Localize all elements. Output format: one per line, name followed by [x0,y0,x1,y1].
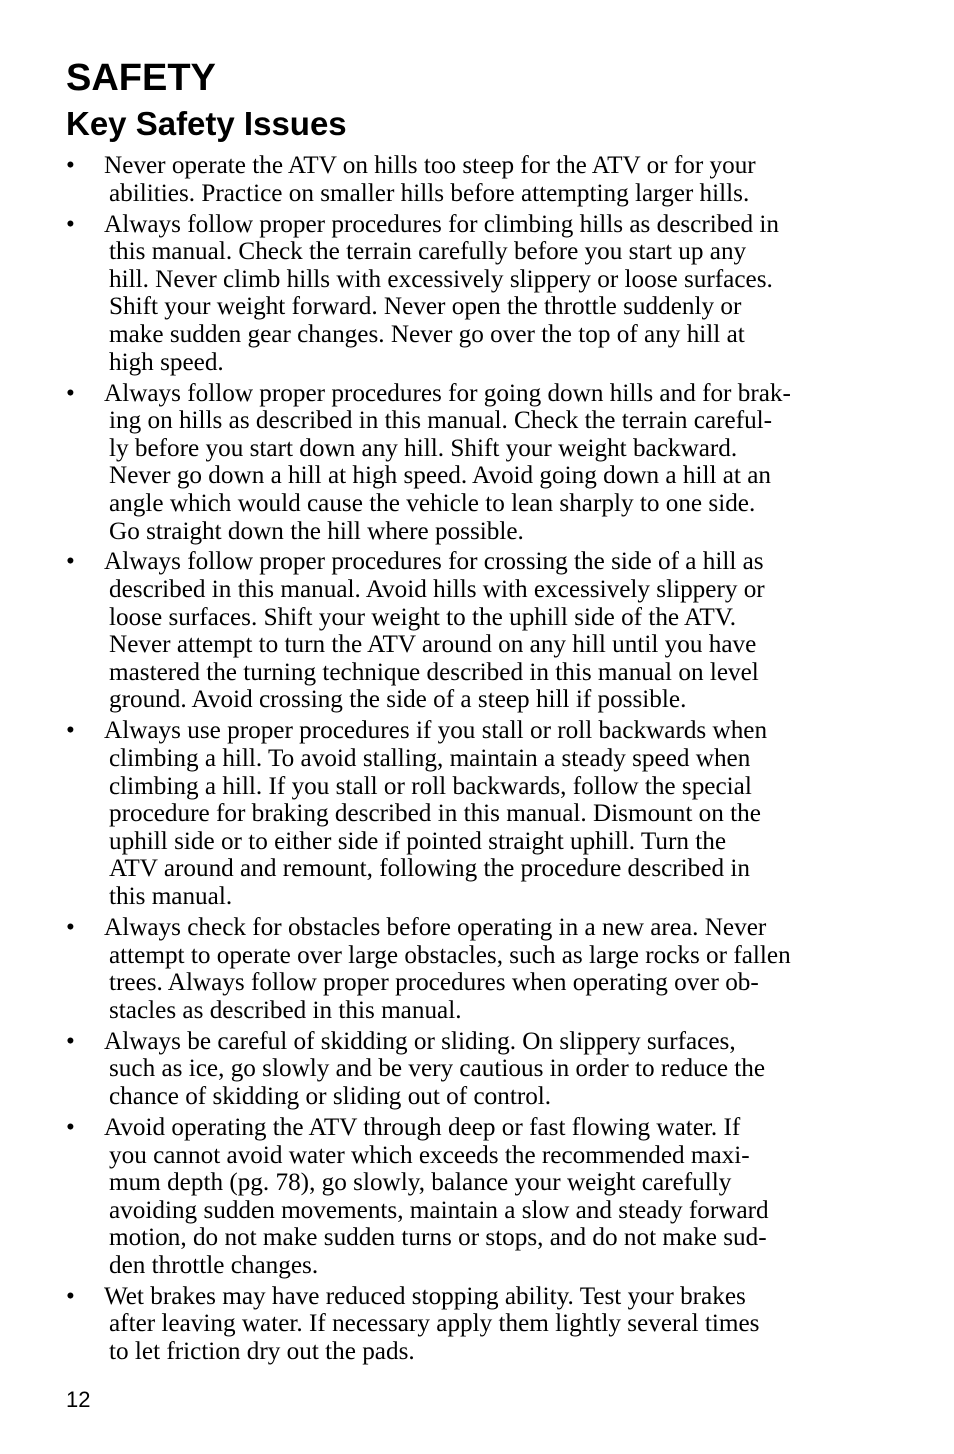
bullet-icon: • [66,379,75,407]
text-line: climbing a hill. If you stall or roll backwards, follow the special [109,772,752,800]
text-line: hill. Never climb hills with excessively slippery or loose surfaces. [109,265,773,293]
text-line: ing on hills as described in this manual. Check the terrain careful- [109,407,773,435]
list-item [66,914,886,1024]
bullet-text [104,1114,886,1280]
text-line: you cannot avoid water which exceeds the recommended maxi- [109,1141,750,1169]
text-line: described in this manual. Avoid hills with excessively slippery or [109,576,765,604]
list-item [66,548,886,714]
safety-bullet-list [66,152,886,1369]
bullet-text [104,152,886,207]
text-line: Go straight down the hill where possible. [109,517,524,545]
text-line: ly before you start down any hill. Shift your weight backward. [109,434,738,462]
bullet-icon: • [66,1113,75,1141]
bullet-text [104,1283,886,1366]
text-line: Never go down a hill at high speed. Avoid going down a hill at an [109,462,771,490]
text-line: stacles as described in this manual. [109,996,462,1024]
text-line: mastered the turning technique described in this manual on level [109,658,759,686]
text-line: Never operate the ATV on hills too steep for the ATV or for your [104,152,756,179]
text-line: Always follow proper procedures for climbing hills as described in [104,210,779,238]
text-line: loose surfaces. Shift your weight to the uphill side of the ATV. [109,603,737,631]
text-line: make sudden gear changes. Never go over the top of any hill at [109,320,745,348]
text-line: uphill side or to either side if pointed straight uphill. Turn the [109,827,727,855]
text-line: angle which would cause the vehicle to lean sharply to one side. [109,489,756,517]
text-line: Always follow proper procedures for crossing the side of a hill as [104,548,764,576]
text-line: abilities. Practice on smaller hills before attempting larger hills. [109,179,750,207]
bullet-icon: • [66,913,75,941]
bullet-text [104,717,886,910]
text-line: attempt to operate over large obstacles, such as large rocks or fallen [109,941,791,969]
text-line: mum depth (pg. 78), go slowly, balance your weight carefully [109,1169,732,1197]
text-line: den throttle changes. [109,1251,319,1279]
bullet-icon: • [66,717,75,745]
text-line: to let friction dry out the pads. [109,1338,415,1366]
text-line: Never attempt to turn the ATV around on any hill until you have [109,631,757,659]
text-line: Wet brakes may have reduced stopping ability. Test your brakes [104,1282,746,1310]
text-line: Always check for obstacles before operating in a new area. Never [104,913,767,941]
text-line: Always follow proper procedures for going down hills and for brak- [104,379,791,407]
bullet-icon: • [66,152,75,179]
bullet-text [104,380,886,546]
text-line: Avoid operating the ATV through deep or fast flowing water. If [104,1113,741,1141]
list-item [66,717,886,910]
bullet-text [104,211,886,377]
bullet-text [104,914,886,1024]
text-line: avoiding sudden movements, maintain a slow and steady forward [109,1196,769,1224]
list-item [66,1114,886,1280]
list-item [66,152,886,207]
text-line: chance of skidding or sliding out of control. [109,1082,552,1110]
text-line: ground. Avoid crossing the side of a steep hill if possible. [109,686,687,714]
bullet-icon: • [66,1027,75,1055]
text-line: Shift your weight forward. Never open the throttle suddenly or [109,293,742,321]
list-item [66,380,886,546]
bullet-icon: • [66,548,75,576]
page-title: SAFETY [66,57,216,99]
text-line: motion, do not make sudden turns or stops, and do not make sud- [109,1224,767,1252]
text-line: high speed. [109,348,224,376]
bullet-text [104,1028,886,1111]
list-item [66,1028,886,1111]
text-line: such as ice, go slowly and be very cautious in order to reduce the [109,1055,766,1083]
bullet-icon: • [66,1282,75,1310]
text-line: trees. Always follow proper procedures when operating over ob- [109,969,759,997]
text-line: this manual. Check the terrain carefully before you start up any [109,238,747,266]
text-line: procedure for braking described in this manual. Dismount on the [109,800,761,828]
bullet-icon: • [66,210,75,238]
text-line: after leaving water. If necessary apply them lightly several times [109,1310,760,1338]
page-number: 12 [66,1387,91,1412]
list-item [66,1283,886,1366]
text-line: climbing a hill. To avoid stalling, maintain a steady speed when [109,745,751,773]
text-line: ATV around and remount, following the procedure described in [109,855,750,883]
section-title: Key Safety Issues [66,105,347,142]
text-line: Always use proper procedures if you stall or roll backwards when [104,717,768,745]
text-line: this manual. [109,883,233,910]
list-item [66,211,886,377]
text-line: Always be careful of skidding or sliding. On slippery surfaces, [104,1027,736,1055]
bullet-text [104,548,886,714]
